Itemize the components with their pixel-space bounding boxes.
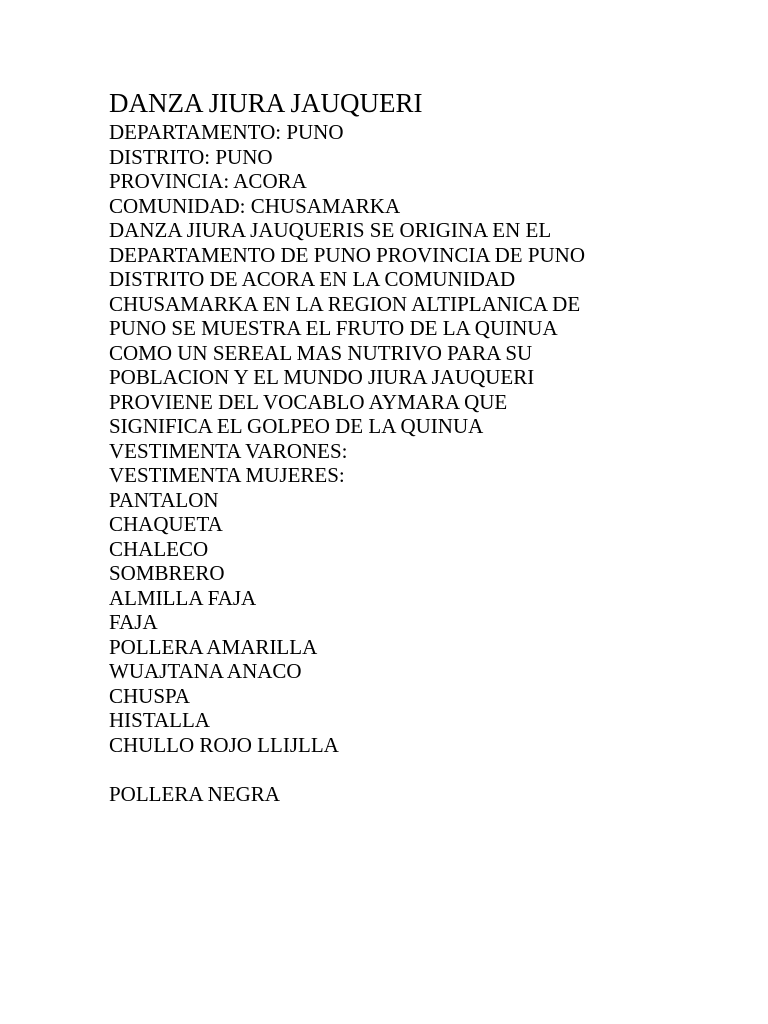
document-title: DANZA JIURA JAUQUERI [109, 88, 423, 118]
paragraph-line: PUNO SE MUESTRA EL FRUTO DE LA QUINUA [109, 316, 558, 340]
list-item-final: POLLERA NEGRA [109, 781, 280, 806]
blank-line [109, 757, 729, 782]
section-heading-mujeres: VESTIMENTA MUJERES: [109, 463, 345, 487]
list-item: POLLERA AMARILLA [109, 634, 318, 659]
list-item: SOMBRERO [109, 561, 225, 585]
paragraph-line: DEPARTAMENTO DE PUNO PROVINCIA DE PUNO [109, 242, 586, 267]
list-item: HISTALLA [109, 708, 210, 732]
paragraph-line: PROVIENE DEL VOCABLO AYMARA QUE [109, 389, 508, 414]
meta-distrito: DISTRITO: PUNO [109, 144, 273, 169]
list-item: WUAJTANA ANACO [109, 659, 302, 683]
paragraph-line: COMO UN SEREAL MAS NUTRIVO PARA SU [109, 340, 533, 365]
list-item: CHULLO ROJO LLIJLLA [109, 732, 339, 757]
paragraph-line: SIGNIFICA EL GOLPEO DE LA QUINUA [109, 414, 484, 438]
meta-comunidad: COMUNIDAD: CHUSAMARKA [109, 193, 401, 218]
list-item: CHAQUETA [109, 512, 223, 536]
list-item: CHUSPA [109, 683, 190, 708]
list-item: FAJA [109, 610, 158, 634]
meta-provincia: PROVINCIA: ACORA [109, 169, 307, 193]
list-item: PANTALON [109, 487, 219, 512]
paragraph-line: POBLACION Y EL MUNDO JIURA JAUQUERI [109, 365, 535, 389]
meta-departamento: DEPARTAMENTO: PUNO [109, 120, 344, 144]
section-heading-varones: VESTIMENTA VARONES: [109, 438, 348, 463]
list-item: ALMILLA FAJA [109, 585, 257, 610]
paragraph-line: DISTRITO DE ACORA EN LA COMUNIDAD [109, 267, 516, 291]
paragraph-line: DANZA JIURA JAUQUERIS SE ORIGINA EN EL [109, 218, 552, 242]
document-body [109, 86, 729, 806]
paragraph-line: CHUSAMARKA EN LA REGION ALTIPLANICA DE [109, 291, 581, 316]
list-item: CHALECO [109, 536, 209, 561]
